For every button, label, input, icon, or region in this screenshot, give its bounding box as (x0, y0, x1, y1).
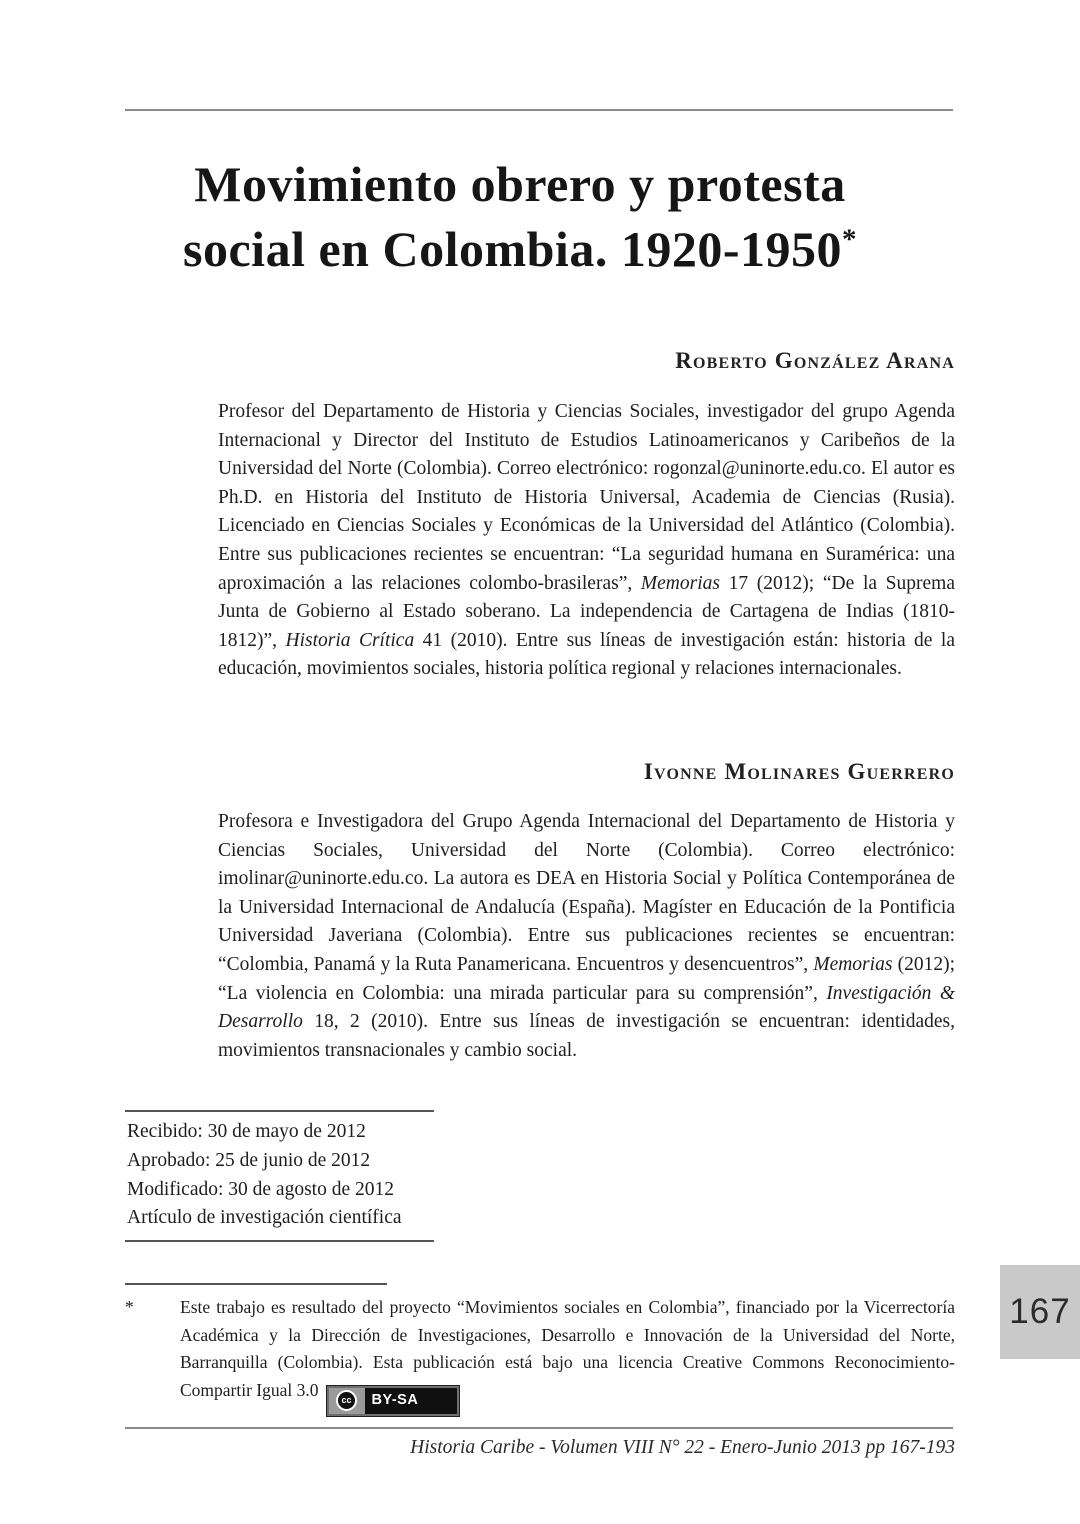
top-divider (125, 109, 953, 111)
modified-date: Modificado: 30 de agosto de 2012 (127, 1178, 394, 1200)
footnote-divider (125, 1283, 387, 1285)
cc-badge-label: BY-SA (371, 1391, 419, 1408)
author-1-bio: Profesor del Departamento de Historia y Ciencias Sociales, investigador del grupo Agenda Internacional y Director del Instituto de Estudios Latinoamericanos y Caribeños de la Universidad del Norte (Colombia). Correo electrónico: rogonzal@uninorte.edu.co. El autor es Ph.D. en Historia del Instituto de Historia Universal, Academia de Ciencias (Rusia). Licenciado en Ciencias Sociales y Económicas de la Universidad del Atlántico (Colombia). Entre sus publicaciones recientes se encuentran: “La seguridad humana en Suramérica: una aproximación a las relaciones colombo-brasileras”, Memorias 17 (2012); “De la Suprema Junta de Gobierno al Estado soberano. La independencia de Cartagena de Indias (1810-1812)”, Historia Crítica 41 (2010). Entre sus líneas de investigación están: historia de la educación, movimientos sociales, historia política regional y relaciones internacionales. (218, 401, 955, 680)
author-2-bio: Profesora e Investigadora del Grupo Agenda Internacional del Departamento de Historia y Ciencias Sociales, Universidad del Norte (Colombia). Correo electrónico: imolinar@uninorte.edu.co. La autora es DEA en Historia Social y Política Contemporánea de la Universidad Internacional de Andalucía (España). Magíster en Educación de la Pontificia Universidad Javeriana (Colombia). Entre sus publicaciones recientes se encuentran: “Colombia, Panamá y la Ruta Panamericana. Encuentros y desencuentros”, Memorias (2012); “La violencia en Colombia: una mirada particular para su comprensión”, Investigación & Desarrollo 18, 2 (2010). Entre sus líneas de investigación se encuentran: identidades, movimientos transnacionales y cambio social. (218, 811, 956, 1061)
journal-footer: Historia Caribe - Volumen VIII N° 22 - Enero-Junio 2013 pp 167-193 (410, 1437, 955, 1458)
cc-logo-cell (329, 1388, 365, 1414)
title-line-1: Movimiento obrero y protesta (194, 156, 846, 212)
article-type: Artículo de investigación científica (127, 1207, 402, 1229)
footnote-body: Este trabajo es resultado del proyecto “Movimientos sociales en Colombia”, financiado por la Vicerrectoría Académica y la Dirección de Investigaciones, Desarrollo e Innovación de la Universidad del Norte, Barranquilla (Colombia). Esta publicación está bajo una licencia Creative Commons Reconocimiento-Compartir Igual 3.0 (180, 1297, 955, 1400)
dates-block (125, 1110, 434, 1242)
footnote-text (180, 1294, 955, 1416)
title-line-2: social en Colombia. 1920-1950* (183, 221, 857, 277)
author-1-name: Roberto González Arana (675, 348, 955, 373)
footer-divider (125, 1427, 953, 1429)
page-number-badge: 167 (1000, 1265, 1080, 1359)
footnote (125, 1294, 955, 1416)
cc-logo-icon: cc (336, 1390, 357, 1411)
received-date: Recibido: 30 de mayo de 2012 (127, 1121, 366, 1142)
footnote-marker: * (125, 1297, 134, 1317)
approved-date: Aprobado: 25 de junio de 2012 (127, 1149, 371, 1171)
cc-by-sa-badge (327, 1386, 459, 1416)
author-2-name: Ivonne Molinares Guerrero (643, 759, 955, 784)
article-title (125, 152, 955, 282)
title-footnote-marker: * (841, 223, 857, 256)
